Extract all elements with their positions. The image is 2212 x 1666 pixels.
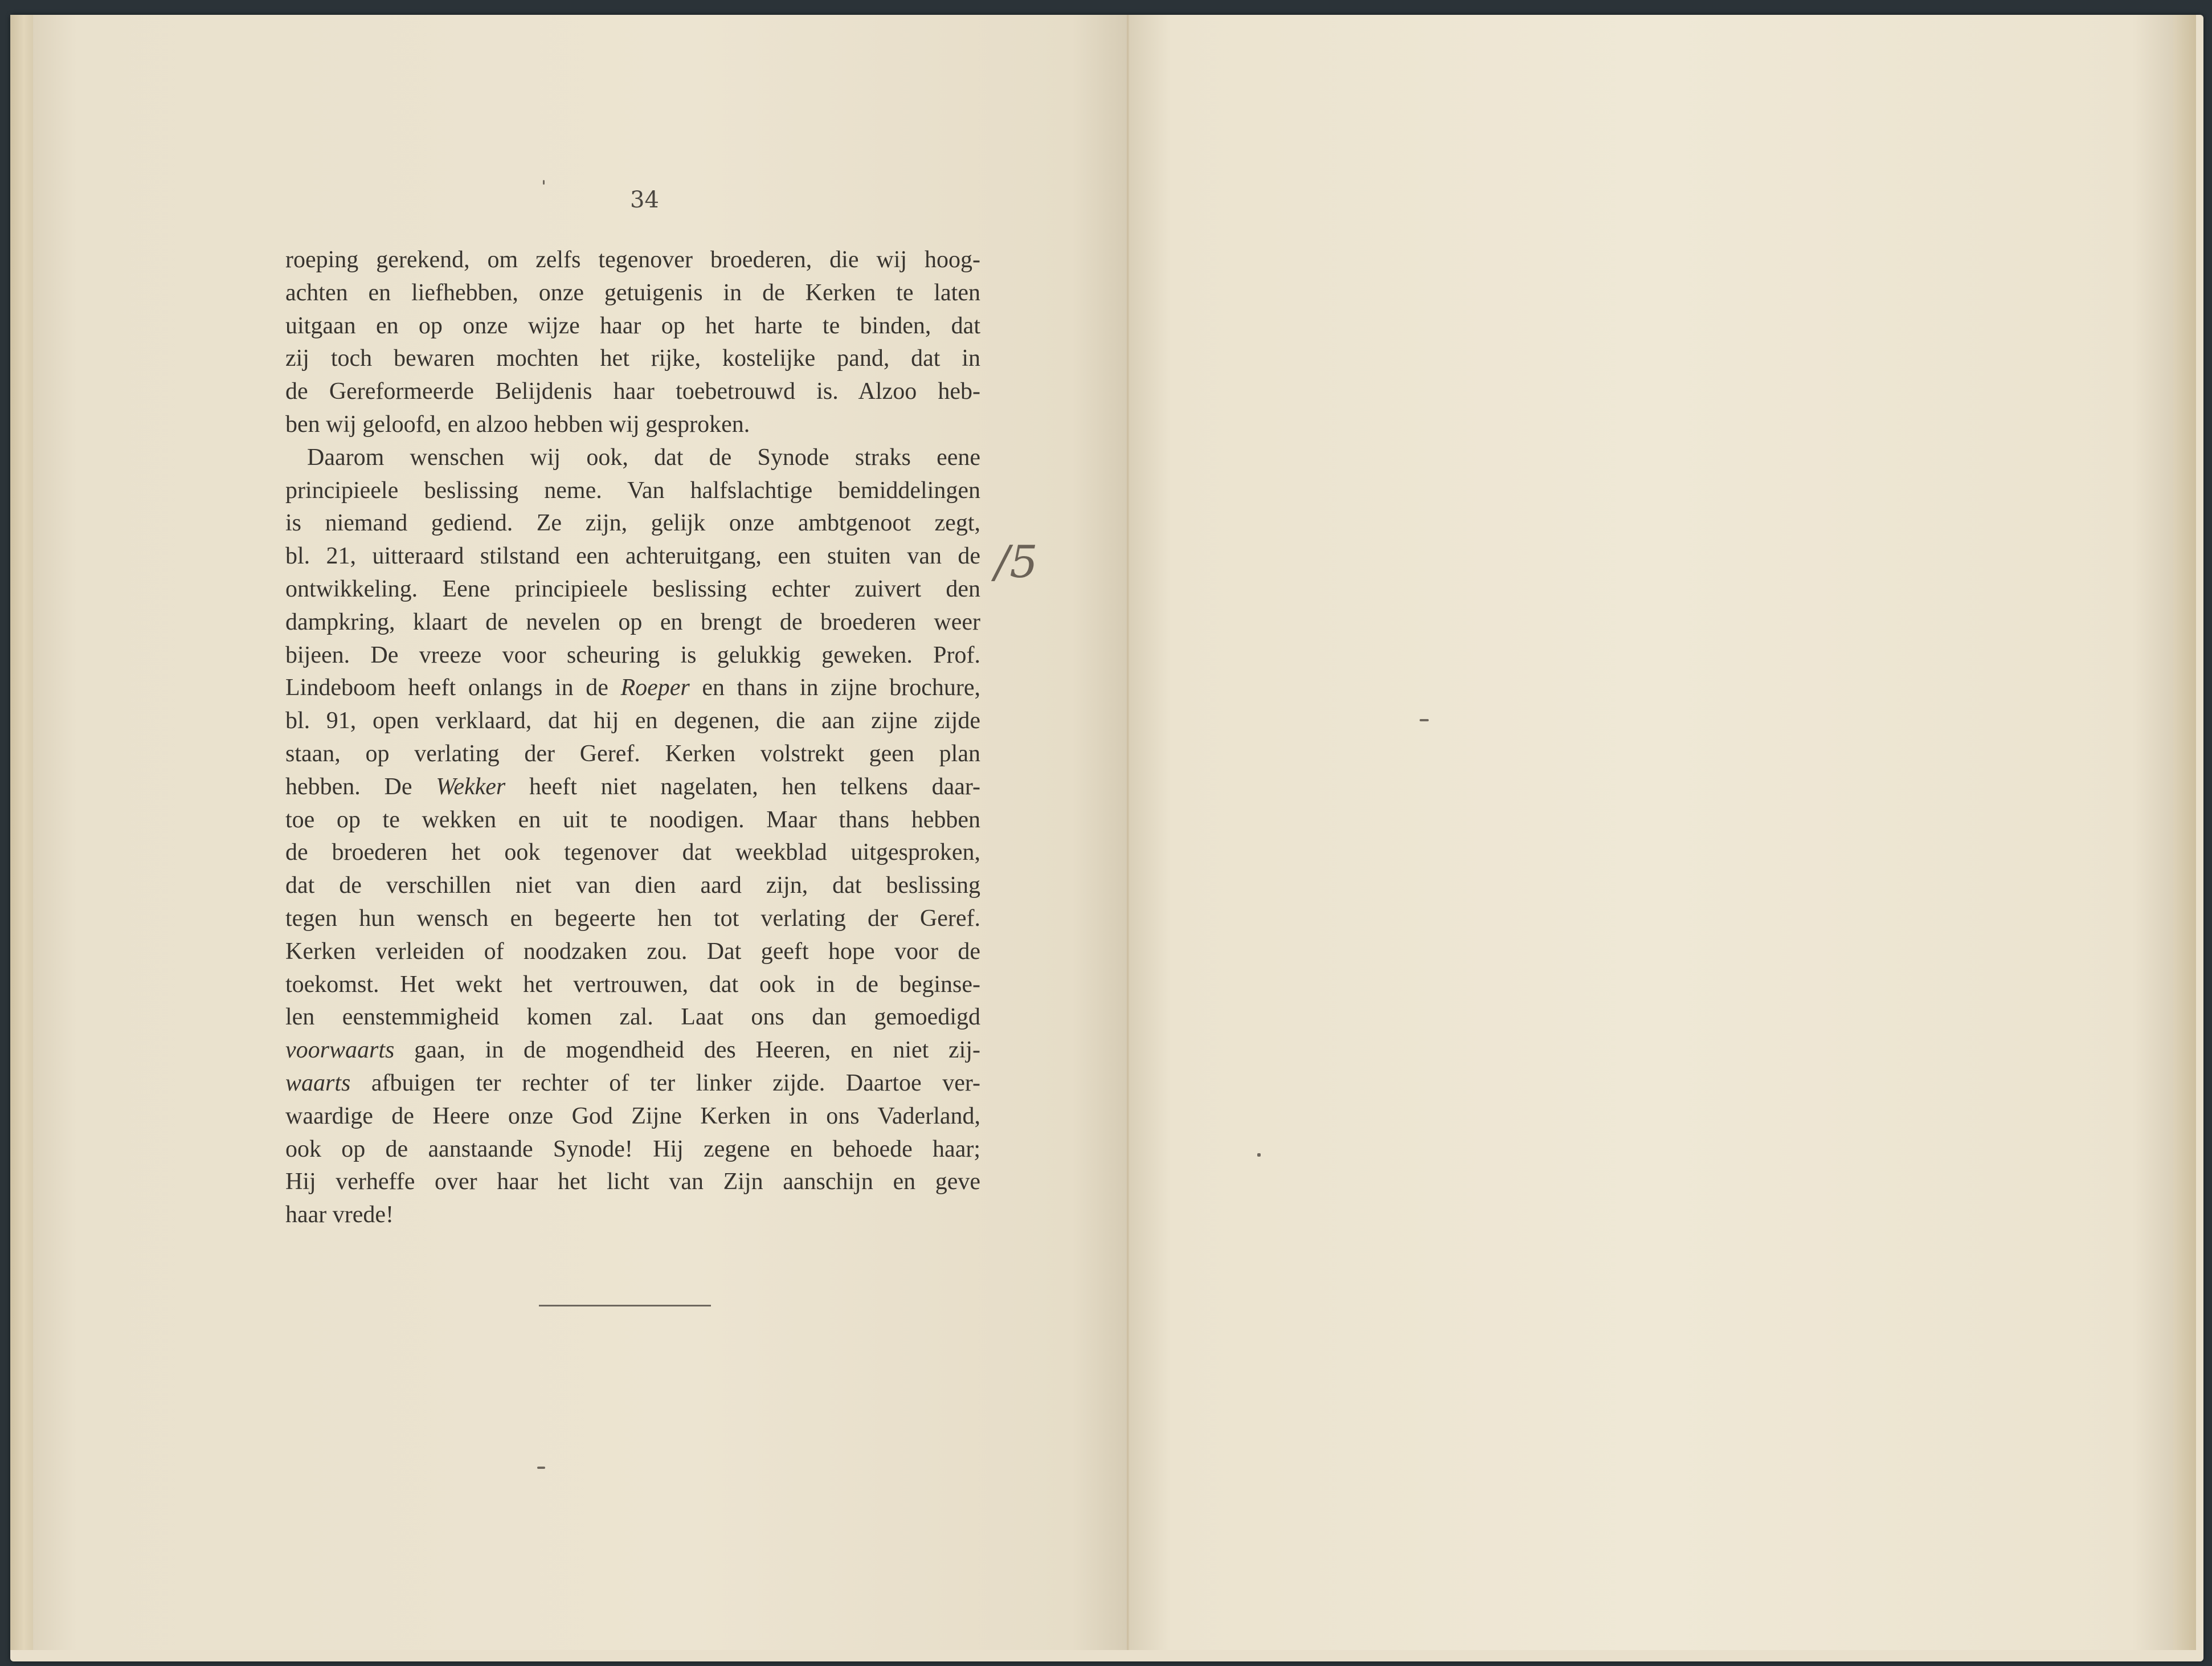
text-segment: achten en liefhebben, onze getuigenis in de Kerken te laten <box>285 279 980 306</box>
text-line <box>285 507 980 540</box>
text-line <box>285 475 980 508</box>
italic-text-segment: Roeper <box>620 675 690 701</box>
text-segment: haar vrede! <box>285 1202 394 1228</box>
text-segment: dampkring, klaart de nevelen op en brengt de broederen weer <box>285 609 980 635</box>
italic-text-segment: Wekker <box>436 773 506 800</box>
text-segment: waardige de Heere onze God Zijne Kerken in ons Vaderland, <box>285 1102 980 1129</box>
text-line <box>285 639 980 672</box>
text-line <box>285 936 980 969</box>
text-segment: ontwikkeling. Eene principieele beslissing echter zuivert den <box>285 575 980 602</box>
text-line <box>285 836 980 869</box>
ink-speck <box>537 1467 545 1469</box>
left-page-edge <box>10 15 33 1650</box>
text-line <box>285 310 980 343</box>
text-segment: is niemand gediend. Ze zijn, gelijk onze ambtgenoot zegt, <box>285 510 980 537</box>
text-segment: dat de verschillen niet van dien aard zijn, dat beslissing <box>285 872 980 899</box>
text-segment: bl. 91, open verklaard, dat hij en degenen, die aan zijne zijde <box>285 708 980 734</box>
text-line <box>285 606 980 639</box>
text-segment: zij toch bewaren mochten het rijke, kostelijke pand, dat in <box>285 345 980 372</box>
text-line <box>285 869 980 903</box>
text-segment: toekomst. Het wekt het vertrouwen, dat ook in de beginse- <box>285 971 980 998</box>
body-text <box>285 244 980 1232</box>
text-line <box>285 342 980 375</box>
text-line <box>285 1001 980 1034</box>
text-segment: en thans in zijne brochure, <box>689 675 980 701</box>
text-line <box>285 738 980 771</box>
text-line <box>285 442 980 475</box>
text-segment: de broederen het ook tegenover dat weekblad uitgesproken, <box>285 839 980 866</box>
ink-speck <box>543 180 545 185</box>
text-line <box>285 1166 980 1199</box>
ink-speck <box>1420 719 1429 721</box>
text-line <box>285 573 980 606</box>
right-page-edge <box>2173 15 2196 1650</box>
text-segment: uitgaan en op onze wijze haar op het harte te binden, dat <box>285 312 980 339</box>
text-line <box>285 409 980 442</box>
open-book-spread <box>10 15 2203 1661</box>
page-number: 34 <box>630 187 659 213</box>
text-segment: Lindeboom heeft onlangs in de <box>285 675 621 701</box>
text-line <box>285 1100 980 1133</box>
handwritten-margin-note: /5 <box>995 537 1038 588</box>
text-line <box>285 705 980 738</box>
text-line <box>285 1199 980 1232</box>
text-line <box>285 1133 980 1166</box>
ink-speck <box>1257 1153 1261 1157</box>
text-line <box>285 771 980 804</box>
text-line <box>285 375 980 409</box>
text-segment: heeft niet nagelaten, hen telkens daar- <box>505 773 980 800</box>
text-line <box>285 277 980 310</box>
text-segment: bl. 21, uitteraard stilstand een achteruitgang, een stuiten van de <box>285 543 980 570</box>
text-segment: Kerken verleiden of noodzaken zou. Dat geeft hope voor de <box>285 938 980 965</box>
text-segment: hebben. De <box>285 773 436 800</box>
text-segment: gaan, in de mogendheid des Heeren, en niet zij- <box>394 1037 980 1064</box>
text-line <box>285 672 980 705</box>
text-line <box>285 540 980 573</box>
text-line <box>285 244 980 277</box>
text-segment: roeping gerekend, om zelfs tegenover broederen, die wij hoog- <box>285 247 980 273</box>
text-segment: bijeen. De vreeze voor scheuring is gelukkig geweken. Prof. <box>285 642 980 668</box>
text-segment: ben wij geloofd, en alzoo hebben wij gesproken. <box>285 411 750 438</box>
text-line <box>285 903 980 936</box>
text-line <box>285 969 980 1002</box>
right-page-blank <box>1128 15 2174 1650</box>
text-line <box>285 804 980 837</box>
text-segment: tegen hun wensch en begeerte hen tot verlating der Geref. <box>285 905 980 932</box>
text-segment: toe op te wekken en uit te noodigen. Maar thans hebben <box>285 806 980 833</box>
text-line <box>285 1067 980 1100</box>
text-segment: Daarom wenschen wij ook, dat de Synode straks eene <box>307 444 980 471</box>
text-segment: de Gereformeerde Belijdenis haar toebetrouwd is. Alzoo heb- <box>285 378 980 405</box>
text-segment: ook op de aanstaande Synode! Hij zegene en behoede haar; <box>285 1136 980 1162</box>
text-line <box>285 1034 980 1067</box>
italic-text-segment: waarts <box>285 1069 351 1096</box>
text-segment: afbuigen ter rechter of ter linker zijde. Daartoe ver- <box>350 1069 980 1096</box>
text-segment: len eenstemmigheid komen zal. Laat ons dan gemoedigd <box>285 1004 980 1031</box>
text-segment: staan, op verlating der Geref. Kerken volstrekt geen plan <box>285 740 980 767</box>
left-page <box>33 15 1128 1650</box>
italic-text-segment: voorwaarts <box>285 1037 395 1064</box>
end-rule-divider <box>539 1305 711 1306</box>
text-segment: Hij verheffe over haar het licht van Zijn aanschijn en geve <box>285 1169 980 1195</box>
text-segment: principieele beslissing neme. Van halfslachtige bemiddelingen <box>285 477 980 504</box>
